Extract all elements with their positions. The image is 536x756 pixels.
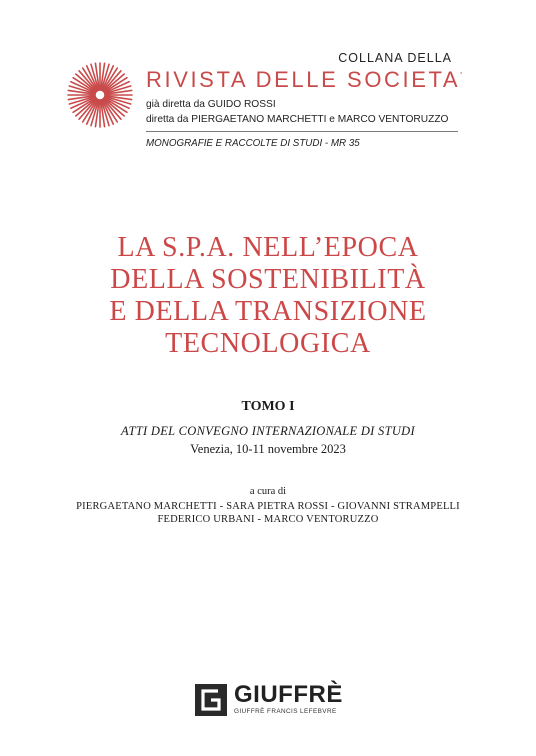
- volume-label: TOMO I: [241, 399, 295, 414]
- book-title-line: LA S.P.A. NELL’EPOCA: [117, 232, 419, 263]
- series-divider: [146, 131, 458, 132]
- publisher-name: GIUFFRÈ: [234, 681, 343, 708]
- venue-date: Venezia, 10-11 novembre 2023: [190, 442, 346, 456]
- publisher-logo: [194, 683, 354, 719]
- book-title-line: E DELLA TRANSIZIONE: [109, 296, 427, 327]
- series-title-mark: ': [460, 70, 462, 81]
- series-volume-label: MONOGRAFIE E RACCOLTE DI STUDI - MR 35: [146, 138, 360, 149]
- series-title-text: RIVISTA DELLE SOCIETA: [146, 67, 461, 92]
- proceedings-label: ATTI DEL CONVEGNO INTERNAZIONALE DI STUDI: [121, 424, 415, 438]
- giuffre-logo-icon: [194, 683, 228, 717]
- series-former-director: già diretta da GUIDO ROSSI: [146, 99, 276, 110]
- book-title-line: DELLA SOSTENIBILITÀ: [110, 264, 426, 295]
- series-title: [146, 67, 462, 93]
- publisher-subtitle: GIUFFRÈ FRANCIS LEFEBVRE: [234, 708, 337, 715]
- editors-heading: a cura di: [249, 486, 287, 497]
- book-title-line: TECNOLOGICA: [165, 328, 371, 359]
- sunburst-emblem-icon: [67, 62, 133, 128]
- book-title: [0, 232, 536, 360]
- editors-line: FEDERICO URBANI - MARCO VENTORUZZO: [157, 514, 379, 525]
- editors-line: PIERGAETANO MARCHETTI - SARA PIETRA ROSSI - GIOVANNI STRAMPELLI: [76, 501, 460, 512]
- series-current-directors: diretta da PIERGAETANO MARCHETTI e MARCO VENTORUZZO: [146, 114, 449, 125]
- series-collana-label: COLLANA DELLA: [338, 51, 452, 65]
